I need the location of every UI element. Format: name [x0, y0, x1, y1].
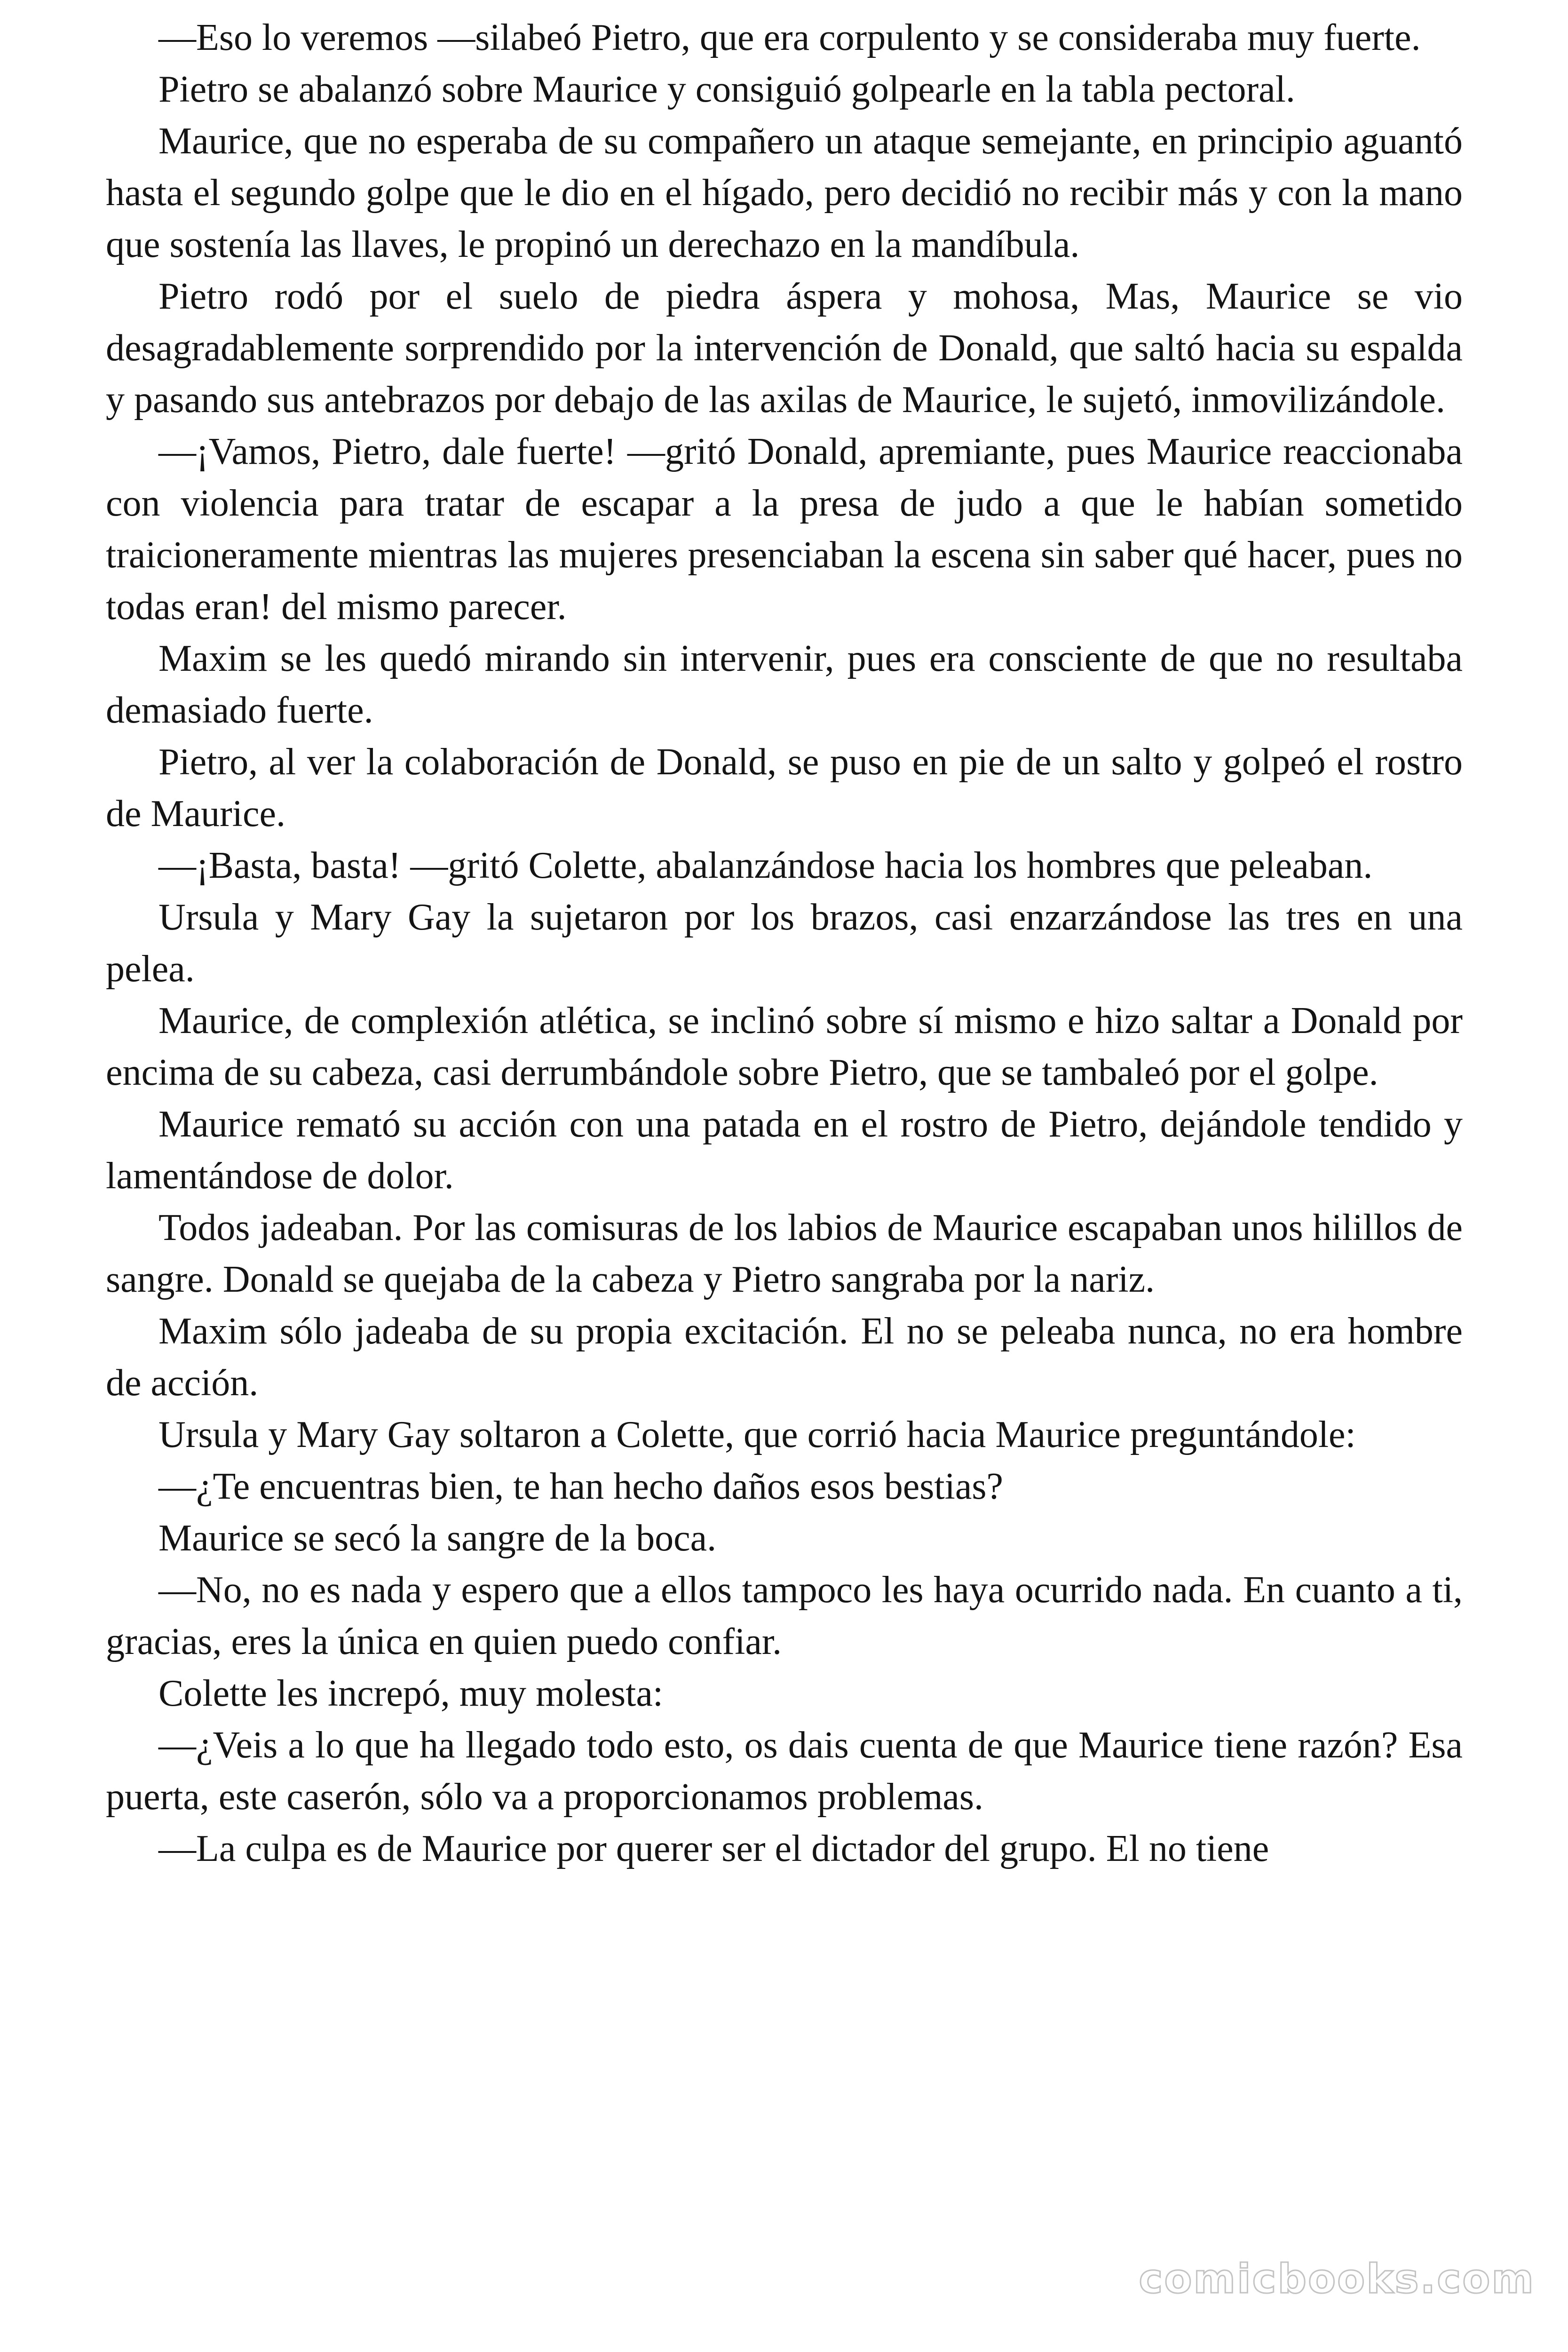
paragraph-14: Ursula y Mary Gay soltaron a Colette, que corrió hacia Maurice preguntándole:: [158, 1414, 1356, 1455]
paragraph-8: —¡Basta, basta! —gritó Colette, abalanzándose hacia los hombres que peleaban.: [158, 845, 1373, 886]
paragraph-13: Maxim sólo jadeaba de su propia excitación. El no se peleaba nunca, no era hombre de acción.: [106, 1311, 1463, 1404]
paragraph-7: Pietro, al ver la colaboración de Donald, se puso en pie de un salto y golpeó el rostro de Maurice.: [106, 741, 1463, 834]
paragraph-20: —La culpa es de Maurice por querer ser el dictador del grupo. El no tiene: [158, 1828, 1269, 1869]
paragraph-18: Colette les increpó, muy molesta:: [158, 1673, 664, 1714]
paragraph-11: Maurice remató su acción con una patada en el rostro de Pietro, dejándole tendido y lamentándose de dolor.: [106, 1104, 1463, 1197]
paragraph-19: —¿Veis a lo que ha llegado todo esto, os dais cuenta de que Maurice tiene razón? Esa puerta, este caserón, sólo va a proporcionamos problemas.: [106, 1724, 1463, 1818]
paragraph-4: Pietro rodó por el suelo de piedra áspera y mohosa, Mas, Maurice se vio desagradablemente sorprendido por la intervención de Donald, que saltó hacia su espalda y pasando sus antebrazos por debajo de las axilas de Maurice, le sujetó, inmovilizándole.: [106, 276, 1463, 421]
paragraph-16: Maurice se secó la sangre de la boca.: [158, 1518, 717, 1559]
paragraph-6: Maxim se les quedó mirando sin intervenir, pues era consciente de que no resultaba demasiado fuerte.: [106, 638, 1463, 731]
paragraph-17: —No, no es nada y espero que a ellos tampoco les haya ocurrido nada. En cuanto a ti, gracias, eres la única en quien puedo confiar.: [106, 1569, 1463, 1662]
paragraph-12: Todos jadeaban. Por las comisuras de los labios de Maurice escapaban unos hilillos de sangre. Donald se quejaba de la cabeza y Pietro sangraba por la nariz.: [106, 1207, 1463, 1300]
watermark-logo: comicbooks.com: [1139, 2256, 1535, 2303]
paragraph-10: Maurice, de complexión atlética, se inclinó sobre sí mismo e hizo saltar a Donald por encima de su cabeza, casi derrumbándole sobre Pietro, que se tambaleó por el golpe.: [106, 1000, 1463, 1093]
paragraph-2: Pietro se abalanzó sobre Maurice y consiguió golpearle en la tabla pectoral.: [158, 69, 1295, 110]
paragraph-9: Ursula y Mary Gay la sujetaron por los brazos, casi enzarzándose las tres en una pelea.: [106, 897, 1463, 990]
paragraph-5: —¡Vamos, Pietro, dale fuerte! —gritó Donald, apremiante, pues Maurice reaccionaba con violencia para tratar de escapar a la presa de judo a que le habían sometido traicioneramente mientras las mujeres presenciaban la escena sin saber qué hacer, pues no todas eran! del mismo parecer.: [106, 431, 1463, 628]
book-page-text: [106, 12, 1463, 1875]
paragraph-15: —¿Te encuentras bien, te han hecho daños esos bestias?: [158, 1466, 1003, 1507]
paragraph-3: Maurice, que no esperaba de su compañero un ataque semejante, en principio aguantó hasta el segundo golpe que le dio en el hígado, pero decidió no recibir más y con la mano que sostenía las llaves, le propinó un derechazo en la mandíbula.: [106, 120, 1463, 265]
paragraph-1: —Eso lo veremos —silabeó Pietro, que era corpulento y se consideraba muy fuerte.: [158, 17, 1421, 58]
